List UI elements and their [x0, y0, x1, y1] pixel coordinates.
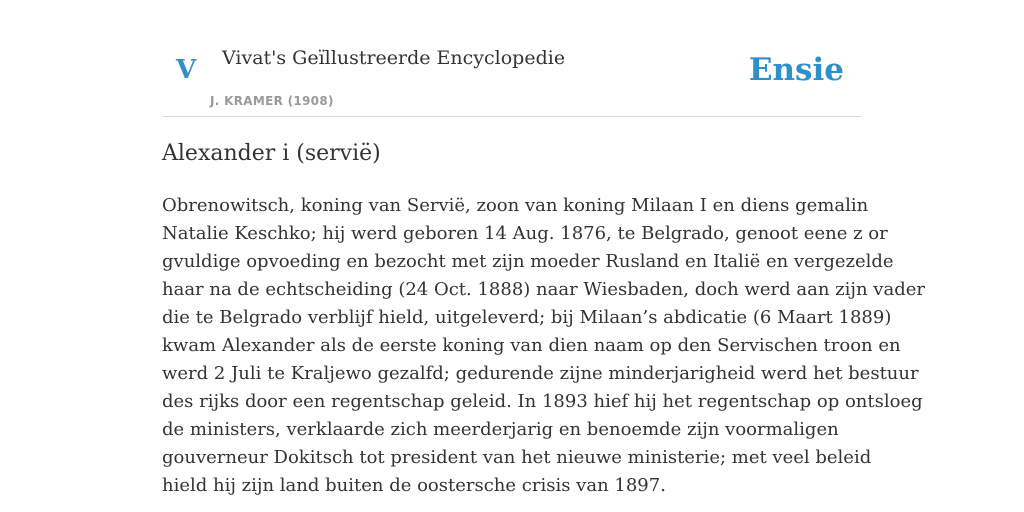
body-line: des rijks door een regentschap geleid. In 1893 hief hij het regentschap op ontsloeg [162, 391, 923, 412]
body-line: hield hij zijn land buiten de oostersche crisis van 1897. [162, 475, 666, 496]
entry-body [162, 192, 925, 500]
body-line: die te Belgrado verblijf hield, uitgeleverd; bij Milaan’s abdicatie (6 Maart 1889) [162, 307, 892, 328]
body-line: werd 2 Juli te Kraljewo gezalfd; gedurende zijne minderjarigheid werd het bestuur [162, 363, 919, 384]
source-header [162, 0, 862, 117]
body-line: de ministers, verklaarde zich meerderjarig en benoemde zijn voormaligen [162, 419, 839, 440]
book-author: J. KRAMER (1908) [210, 94, 334, 108]
entry-title: Alexander i (servië) [162, 141, 381, 166]
body-line: haar na de echtscheiding (24 Oct. 1888) naar Wiesbaden, doch werd aan zijn vader [162, 279, 925, 300]
body-line: gvuldige opvoeding en bezocht met zijn moeder Rusland en Italië en vergezelde [162, 251, 894, 272]
book-title-link[interactable]: Vivat's Geïllustreerde Encyclopedie [222, 47, 566, 69]
body-line: Natalie Keschko; hij werd geboren 14 Aug. 1876, te Belgrado, genoot eene z or [162, 223, 888, 244]
site-logo[interactable]: Ensie [748, 52, 844, 88]
body-line: kwam Alexander als de eerste koning van dien naam op den Servischen troon en [162, 335, 901, 356]
body-line: gouverneur Dokitsch tot president van het nieuwe ministerie; met veel beleid [162, 447, 872, 468]
body-line: Obrenowitsch, koning van Servië, zoon van koning Milaan I en diens gemalin [162, 195, 869, 216]
book-logo[interactable]: V [176, 55, 197, 85]
